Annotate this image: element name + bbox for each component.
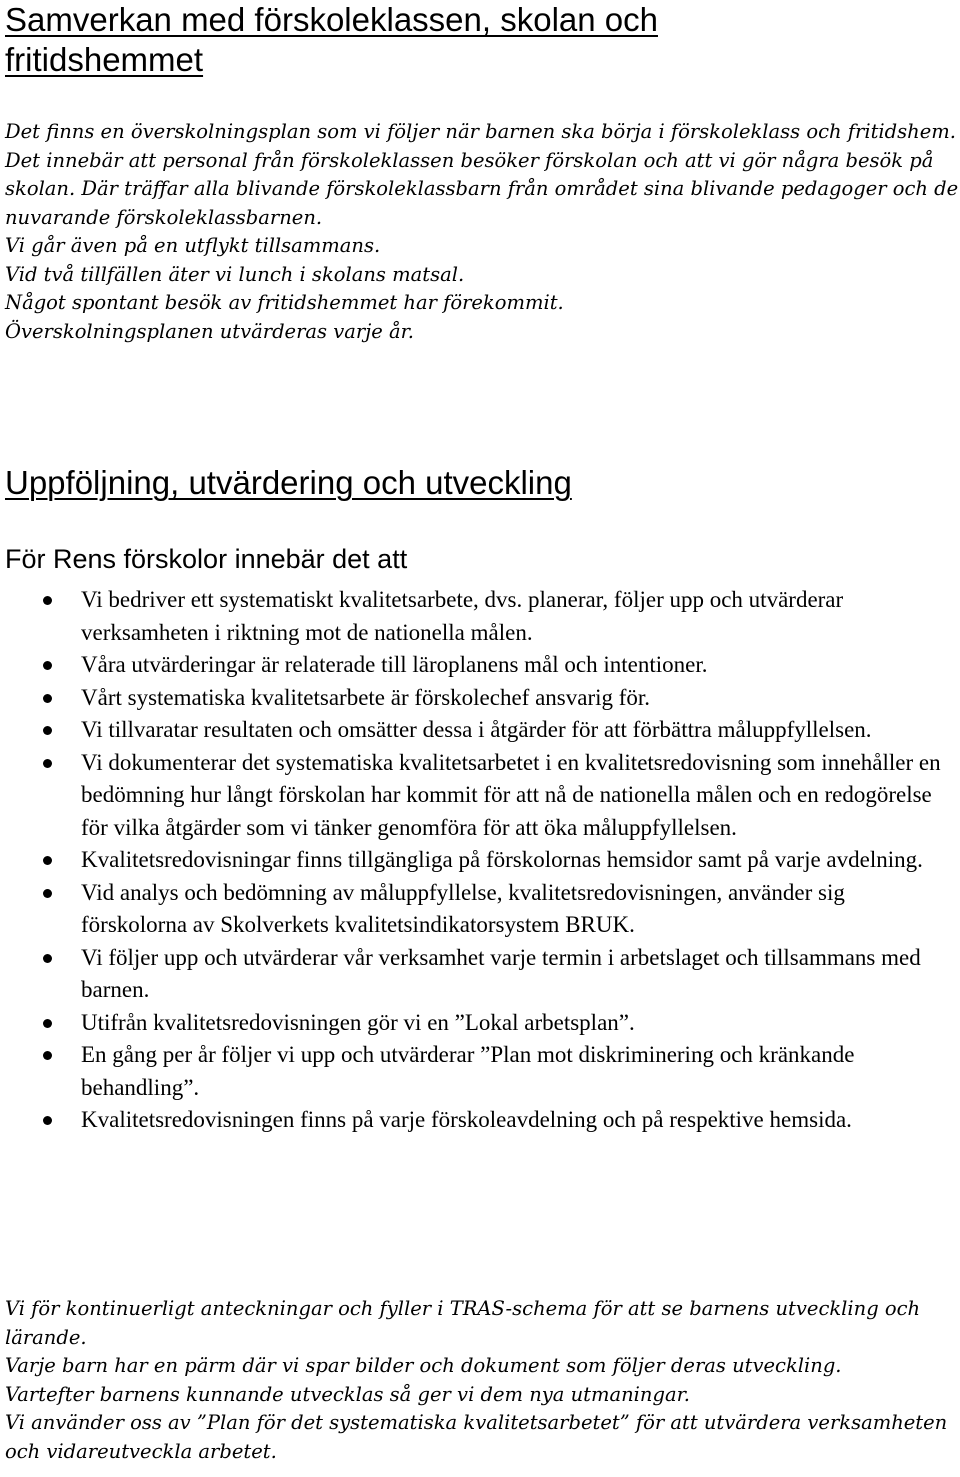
paragraph-line: Något spontant besök av fritidshemmet har förekommit. xyxy=(5,291,564,314)
bullet-list xyxy=(5,584,945,1137)
list-item: Vid analys och bedömning av måluppfyllelse, kvalitetsredovisningen, använder sig förskolorna av Skolverkets kvalitetsindikatorsystem BRUK. xyxy=(5,877,945,942)
list-item: Kvalitetsredovisningar finns tillgängliga på förskolornas hemsidor samt på varje avdelning. xyxy=(5,844,945,877)
paragraph-line: Det finns en överskolningsplan som vi följer när barnen ska börja i förskoleklass och fritidshem. xyxy=(5,120,956,143)
paragraph-line: Vartefter barnens kunnande utvecklas så ger vi dem nya utmaningar. xyxy=(5,1382,690,1406)
list-item: Vårt systematiska kvalitetsarbete är förskolechef ansvarig för. xyxy=(5,682,945,715)
paragraph-line: Varje barn har en pärm där vi spar bilder och dokument som följer deras utveckling. xyxy=(5,1354,842,1377)
list-item: Vi följer upp och utvärderar vår verksamhet varje termin i arbetslaget och tillsammans med barnen. xyxy=(5,942,945,1007)
list-item: Våra utvärderingar är relaterade till läroplanens mål och intentioner. xyxy=(5,649,945,682)
list-item: En gång per år följer vi upp och utvärderar ”Plan mot diskriminering och kränkande behandling”. xyxy=(5,1039,945,1104)
list-item: Vi dokumenterar det systematiska kvalitetsarbetet i en kvalitetsredovisning som innehåller en bedömning hur långt förskolan har kommit för att nå de nationella målen och en redogörelse för vilka åtgärder som vi tänker genomföra för att öka måluppfyllelsen. xyxy=(5,747,945,845)
paragraph-line: Vi för kontinuerligt anteckningar och fyller i TRAS-schema för att se barnens utveckling och lärande. xyxy=(5,1297,921,1349)
list-item: Utifrån kvalitetsredovisningen gör vi en ”Lokal arbetsplan”. xyxy=(5,1007,945,1040)
section-heading-samverkan: Samverkan med förskoleklassen, skolan och fritidshemmet xyxy=(5,1,658,78)
paragraph-line: Vid två tillfällen äter vi lunch i skolans matsal. xyxy=(5,262,465,286)
list-item: Vi bedriver ett systematiskt kvalitetsarbete, dvs. planerar, följer upp och utvärderar verksamheten i riktning mot de nationella målen. xyxy=(5,584,945,649)
subheading: För Rens förskolor innebär det att xyxy=(5,544,408,574)
closing-text xyxy=(5,1295,960,1466)
samverkan-text xyxy=(5,118,960,346)
paragraph-line: Överskolningsplanen utvärderas varje år. xyxy=(5,319,414,343)
list-item: Vi tillvaratar resultaten och omsätter dessa i åtgärder för att förbättra måluppfyllelsen. xyxy=(5,714,945,747)
paragraph-line: Det innebär att personal från förskoleklassen besöker förskolan och att vi gör några besök på skolan. Där träffar alla blivande förskoleklassbarn från området sina blivande pedagoger och de nuvarande förskoleklassbarnen. xyxy=(5,148,959,229)
paragraph-line: Vi använder oss av ”Plan för det systematiska kvalitetsarbetet” för att utvärdera verksamheten och vidareutveckla arbetet. xyxy=(5,1411,948,1463)
list-item: Kvalitetsredovisningen finns på varje förskoleavdelning och på respektive hemsida. xyxy=(5,1104,945,1137)
paragraph-line: Vi går även på en utflykt tillsammans. xyxy=(5,234,381,257)
section-heading-uppfoljning: Uppföljning, utvärdering och utveckling xyxy=(5,464,572,501)
